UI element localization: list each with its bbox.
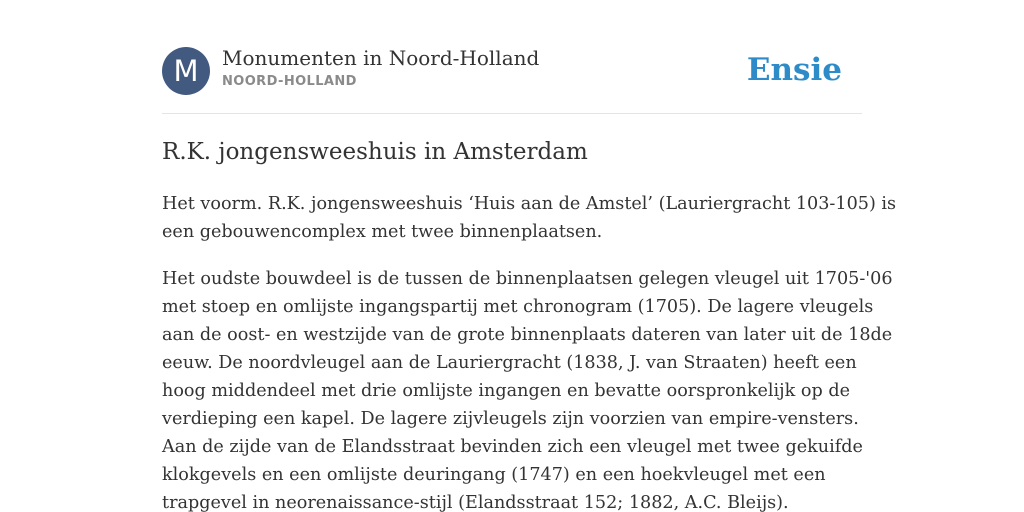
paragraph-line: trapgevel in neorenaissance-stijl (Elandsstraat 152; 1882, A.C. Bleijs). [162, 493, 789, 512]
header-divider [162, 113, 862, 114]
paragraph-line: met stoep en omlijste ingangspartij met chronogram (1705). De lagere vleugels [162, 297, 874, 317]
source-region-label: NOORD-HOLLAND [222, 74, 357, 89]
header [162, 46, 862, 96]
article-paragraph-2 [162, 265, 893, 512]
ensie-logo[interactable]: Ensie [746, 52, 842, 88]
article-paragraph-1 [162, 190, 897, 246]
avatar[interactable]: M [162, 47, 210, 95]
paragraph-line: Het oudste bouwdeel is de tussen de binnenplaatsen gelegen vleugel uit 1705-'06 [162, 269, 893, 289]
paragraph-line: Het voorm. R.K. jongensweeshuis ‘Huis aan de Amstel’ (Lauriergracht 103-105) is [162, 194, 897, 214]
paragraph-line: verdieping een kapel. De lagere zijvleugels zijn voorzien van empire-vensters. [162, 409, 859, 429]
paragraph-line: een gebouwencomplex met twee binnenplaatsen. [162, 222, 603, 242]
article-title: R.K. jongensweeshuis in Amsterdam [162, 139, 588, 165]
paragraph-line: Aan de zijde van de Elandsstraat bevinden zich een vleugel met twee gekuifde [162, 437, 863, 457]
paragraph-line: klokgevels en een omlijste deuringang (1747) en een hoekvleugel met een [162, 465, 826, 485]
paragraph-line: eeuw. De noordvleugel aan de Lauriergracht (1838, J. van Straaten) heeft een [162, 353, 857, 373]
paragraph-line: aan de oost- en westzijde van de grote binnenplaats dateren van later uit de 18de [162, 325, 893, 345]
paragraph-line: hoog middendeel met drie omlijste ingangen en bevatte oorspronkelijk op de [162, 381, 851, 401]
source-name-link[interactable]: Monumenten in Noord-Holland [222, 46, 540, 70]
